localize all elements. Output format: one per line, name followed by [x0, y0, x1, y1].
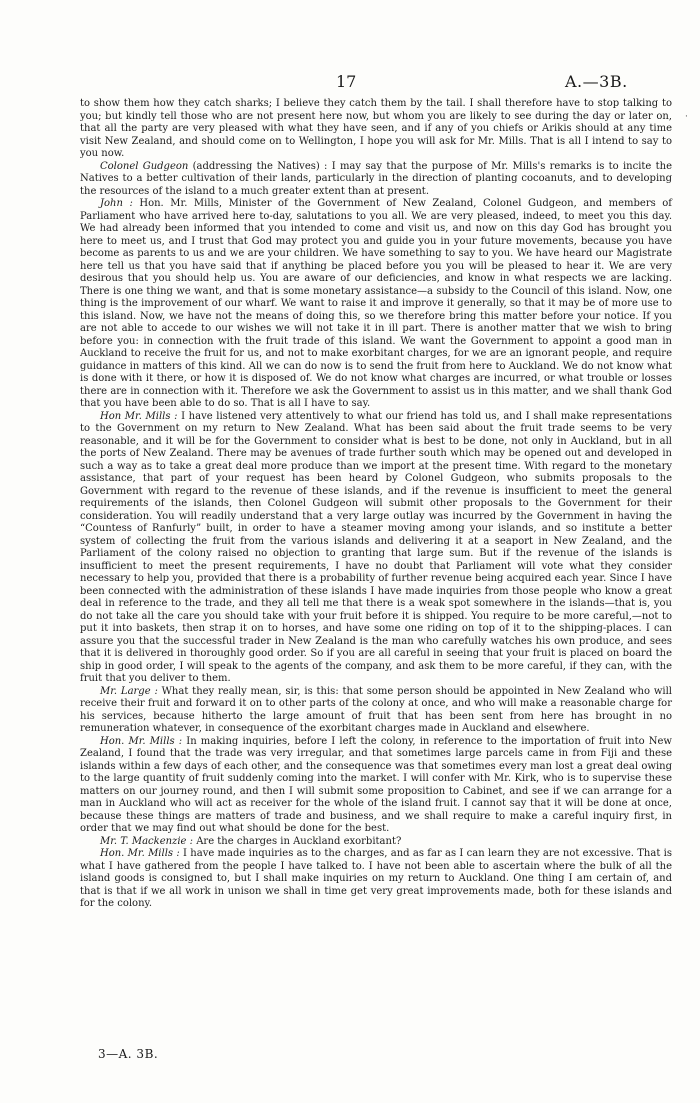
page-number: 17 — [336, 72, 357, 91]
speaker: Hon. Mr. Mills : — [100, 848, 180, 859]
paragraph — [80, 161, 672, 199]
speaker: Mr. Large : — [100, 685, 158, 697]
body-text — [80, 98, 672, 911]
page-signature: 3—A. 3B. — [98, 1047, 159, 1061]
margin-mark: · — [685, 112, 688, 122]
document-reference: A.—3B. — [565, 72, 628, 91]
paragraph — [80, 98, 672, 161]
speaker: Colonel Gudgeon — [100, 160, 189, 172]
paragraph — [80, 836, 672, 849]
speaker: John : — [100, 198, 133, 209]
paragraph-text: I have made inquiries as to the charges, and as far as I can learn they are not excessive. That is what I have gathered from the people I have talked to. I have not been able to ascertain where the bulk of all the island goods is consigned to, but I shall make inquiries on my return to Auckland. One thing I am certain of, and that is that if we all work in unison we shall in time get very great improvements made, both for these islands and for the colony. — [80, 848, 672, 909]
paragraph — [80, 848, 672, 911]
paragraph — [80, 736, 672, 836]
paragraph-text: In making inquiries, before I left the colony, in reference to the importation of fruit into New Zealand, I found that the trade was very irregular, and that sometimes large parcels came in from Fiji and these islands within a few days of each other, and the consequence was that sometimes every man lost a great deal owing to the large quantity of fruit suddenly coming into the market. I will confer with Mr. Kirk, who is to supervise these matters on our journey round, and then I will submit some proposition to Cabinet, and see if we can arrange for a man in Auckland who will act as receiver for the whole of the island fruit. I cannot say that it will be done at once, because these things are matters of trade and business, and we shall require to make a careful inquiry first, in order that we may find out what should be done for the best. — [80, 735, 672, 834]
speaker: Hon Mr. Mills : — [100, 410, 178, 422]
paragraph — [80, 198, 672, 411]
paragraph-text: to show them how they catch sharks; I believe they catch them by the tail. I shall therefore have to stop talking to you; but kindly tell those who are not present here now, but whom you are likely to see during the day or later on, that all the party are very pleased with what they have seen, and if any of you chiefs or Arikis should at any time visit New Zealand, and should come on to Wellington, I hope you will ask for Mr. Mills. That is all I intend to say to you now. — [80, 98, 672, 159]
paragraph — [80, 411, 672, 686]
paragraph — [80, 686, 672, 736]
paragraph-text: What they really mean, sir, is this: that some person should be appointed in New Zealand who will receive their fruit and forward it on to other parts of the colony at once, and who will make a reasonable charge for his services, because hitherto the large amount of fruit that has been sent from here has brought in no remuneration whatever, in consequence of the exorbitant charges made in Auckland and elsewhere. — [80, 685, 672, 734]
paragraph-text: Hon. Mr. Mills, Minister of the Government of New Zealand, Colonel Gudgeon, and members of Parliament who have arrived here to-day, salutations to you all. We are very pleased, indeed, to meet you this day. We had already been informed that you intended to come and visit us, and now on this day God has brought you here to meet us, and I trust that God may protect you and guide you in your future movements, because you have become as parents to us and we are your children. We have something to say to you. We have heard our Magistrate here tell us that you have said that if anything be placed before you you will be pleased to hear it. We are very desirous that you should help us. You are aware of our deficiencies, and know in what respects we are lacking. There is one thing we want, and that is some monetary assistance—a subsidy to the Council of this island. Now, one thing is the improvement of our wharf. We want to raise it and improve it generally, so that it may be of more use to this island. Now, we have not the means of doing this, so we therefore bring this matter before your notice. If you are not able to accede to our wishes we will not take it in ill part. There is another matter that we wish to bring before you: in connection with the fruit trade of this island. We want the Government to appoint a good man in Auckland to receive the fruit for us, and not to make exorbitant charges, for we are an ignorant people, and require guidance in matters of this kind. All we can do now is to send the fruit from here to Auckland. We do not know what is done with it there, or how it is disposed of. We do not know what charges are incurred, or what trouble or losses there are in connection with it. Therefore we ask the Government to assist us in this matter, and we shall thank God that you have been able to do so. That is all I have to say. — [80, 198, 672, 409]
paragraph-text: (addressing the Natives) : I may say that the purpose of Mr. Mills's remarks is to incite the Natives to a better cultivation of their lands, particularly in the direction of planting cocoanuts, and to developing the resources of the island to a much greater extent than at present. — [80, 160, 672, 197]
speaker: Hon. Mr. Mills : — [100, 735, 183, 747]
speaker: Mr. T. Mackenzie : — [100, 835, 193, 847]
paragraph-text: Are the charges in Auckland exorbitant? — [196, 835, 402, 847]
paragraph-text: I have listened very attentively to what our friend has told us, and I shall make representations to the Government on my return to New Zealand. What has been said about the fruit trade seems to be very reasonable, and it will be for the Government to consider what is best to be done, not only in Auckland, but in all the ports of New Zealand. There may be avenues of trade further south which may be opened out and developed in such a way as to take a great deal more produce than we import at the present time. With regard to the monetary assistance, that part of your request has been heard by Colonel Gudgeon, who submits proposals to the Government with regard to the revenue of these islands, and if the revenue is insufficient to meet the general requirements of the islands, then Colonel Gudgeon will submit other proposals to the Government for their consideration. You will readily understand that a very large outlay was incurred by the Government in having the “Countess of Ranfurly” built, in order to have a steamer moving among your islands, and so institute a better system of collecting the fruit from the various islands and delivering it at a seaport in New Zealand, and the Parliament of the colony raised no objection to granting that large sum. But if the revenue of the islands is insufficient to meet the present requirements, I have no doubt that Parliament will vote what they consider necessary to help you, provided that there is a probability of further revenue being acquired each year. Since I have been connected with the administration of these islands I have made inquiries from those people who know a great deal in reference to the trade, and they all tell me that there is a weak spot somewhere in the islands—that is, you do not take all the care you should take with your fruit before it is shipped. You require to be more careful,—not to put it into baskets, then strap it on to horses, and have some one riding on top of it to the shipping-places. I can assure you that the successful trader in New Zealand is the man who carefully watches his own produce, and sees that it is delivered in thoroughly good order. So if you are all careful in seeing that your fruit is placed on board the ship in good order, I will speak to the agents of the company, and ask them to be more careful, if they can, with the fruit that you deliver to them. — [80, 410, 672, 684]
